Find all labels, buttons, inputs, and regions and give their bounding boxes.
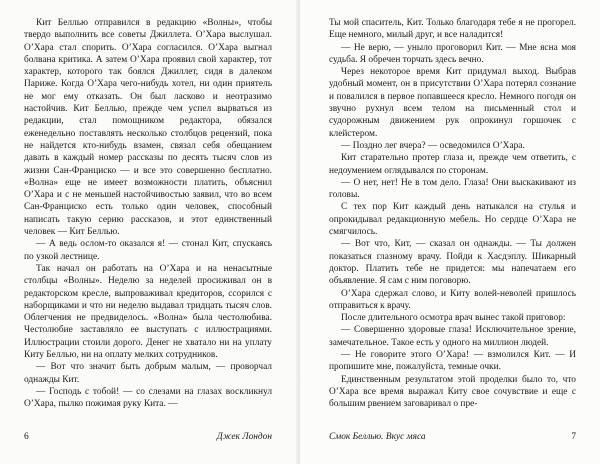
paragraph: — Поздно лег вчера? — осведомился О’Хара. (341, 140, 525, 151)
right-page (300, 0, 600, 464)
paragraph: — Совершенно здоровые глаза! Исключительное зрение, замечательное. Такое есть у одного на миллион людей. (329, 325, 576, 348)
paragraph: Ты мой спаситель, Кит. Только благодаря тебе я не прогорел. Еще немного, милый друг, и все наладится! (329, 18, 576, 41)
running-head-left: Джек Лондон (216, 432, 272, 442)
paragraph: Так начал он работать на О’Хара и на ненасытные столбцы «Волны». Неделю за неделей просиживал он в редакторском кресле, выпроваживал кредиторов, ссорился с наборщиками и что ни неделю выдавал тридцать тысяч слов. Облегчения не предвиделось. «Волна» была честолюбива. Честолюбие заставляло ее выступать с иллюстрациями. Иллюстрации стоили дорого. Денег не хватало ни на уплату Киту Беллью, ни на оплату мелких сотрудников. (24, 263, 272, 361)
paragraph: — Господь с тобой! — со слезами на глазах воскликнул О’Хара, пылко пожимая руку Кита. — (24, 386, 272, 410)
paragraph: — А ведь ослом-то оказался я! — стонал Кит, спускаясь по узкой лестнице. (24, 239, 272, 262)
paragraph: Кит старательно протер глаза и, прежде чем ответить, с недоумением оглядывался по сторонам. (329, 153, 576, 176)
page-number-left: 6 (24, 432, 29, 442)
paragraph: После длительного осмотра врач вынес такой приговор: (341, 313, 566, 324)
paragraph: Через некоторое время Кит придумал выход. Выбрав удобный момент, он в присутствии О’Хара потерял сознание и повалился в первое попавшееся кресло. Немного погодя он звучно рухнул всем телом на письменный стол и судорожным движением рук опрокинул горшочек с клейстером. (329, 67, 576, 139)
right-page-text (329, 17, 576, 411)
page-number-right: 7 (571, 432, 576, 442)
paragraph: — О нет, нет! Не в том дело. Глаза! Они выскакивают из головы. (329, 177, 576, 201)
paragraph: Кит Беллью отправился в редакцию «Волны», чтобы твердо выполнить все советы Джиллета. О’Хара выслушал. О’Хара стал спорить. О’Хара согласился. О’Хара выгнал болвана критика. А затем О’Хара проявил свой характер, тот характер, которого так боялся Джиллет, сидя в далеком Париже. Когда О’Хара чего-нибудь хотел, ни один приятель не мог ему отказать. Он был ласково и неотразимо настойчив. Кит Беллью, прежде чем успел вырваться из редакции, стал помощником редактора, обязался еженедельно поставлять несколько столбцов рецензий, пока не найдется кто-нибудь взамен, связал себя обещанием давать в каждый номер рассказы по десять тысяч слов из жизни Сан-Франциско — и все это совершенно бесплатно. «Волна» еще не имеет возможности платить, объяснил О’Хара и с не меньшей настойчивостью заявил, что во всем Сан-Франциско есть только один человек, способный написать такую серию рассказов, и этот единственный человек — Кит Беллью. (24, 18, 272, 238)
paragraph: С тех пор Кит каждый день натыкался на стулья и опрокидывал редакционную мебель. Но сердце О’Хара не смягчилось. (329, 202, 576, 238)
paragraph: — Вот что, Кит, — сказал он однажды. — Ты должен показаться глазному врачу. Пойди к Хасдэплу. Шикарный доктор. Платить тебе не придется: мы напечатаем его объявление. Я сам с ним поговорю. (329, 239, 576, 287)
running-head-right: Смок Беллью. Вкус мяса (329, 432, 426, 442)
paragraph: — Не верю, — уныло проговорил Кит. — Мне ясна моя судьба. Я обречен торчать здесь вечно. (329, 42, 576, 65)
paragraph: Единственным результатом этой проделки было то, что О’Хара все время выражал Киту свое сочувствие и еще с большим рвением заговаривал о пре- (329, 374, 576, 410)
paragraph: — Не говорите этого О’Хара! — взмолился Кит. — И пропишите мне, пожалуйста, темные очки. (329, 350, 576, 373)
left-page-text (24, 17, 272, 411)
paragraph: О’Хара сдержал слово, и Киту волей-неволей пришлось отправиться к врачу. (329, 288, 576, 311)
paragraph: — Вот что значит быть добрым малым, — проворчал однажды Кит. (24, 362, 272, 385)
